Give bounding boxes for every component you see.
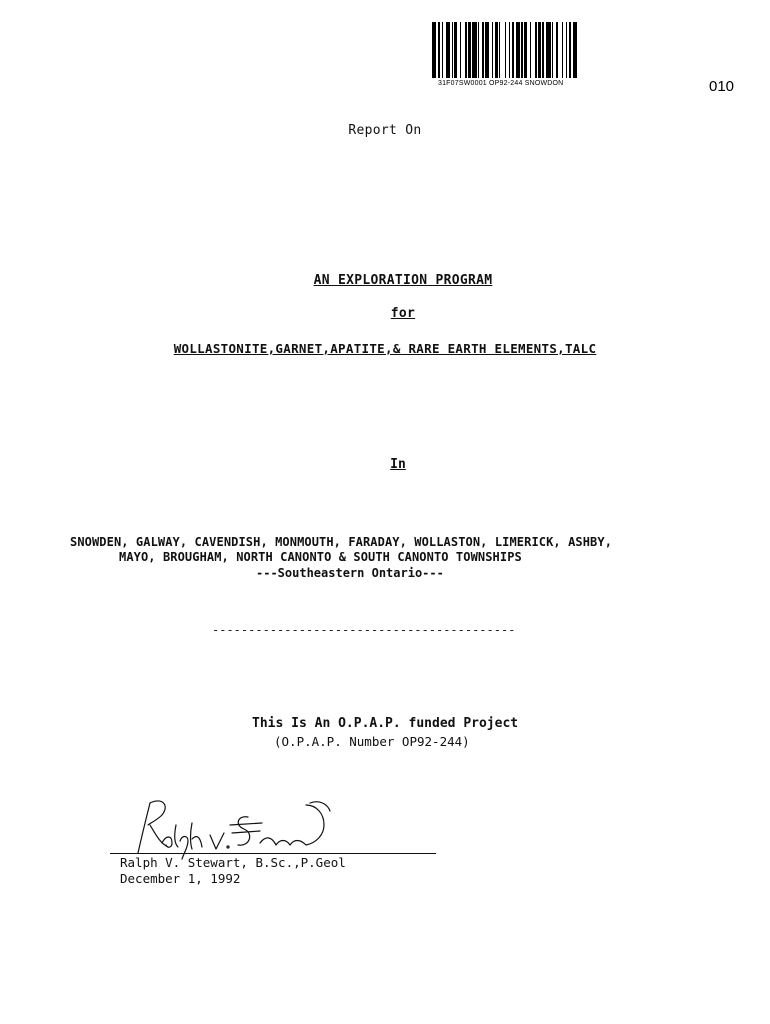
report-on-heading: Report On [348, 123, 422, 138]
title-minerals: WOLLASTONITE,GARNET,APATITE,& RARE EARTH ELEMENTS,TALC [173, 341, 597, 356]
author-name: Ralph V. Stewart, B.Sc.,P.Geol [120, 855, 346, 870]
barcode-caption: 31F07SW0001 OP92-244 SNOWDON [438, 80, 564, 87]
page-number: 010 [709, 78, 735, 95]
title-exploration-program: AN EXPLORATION PROGRAM [313, 273, 493, 288]
region-label: ---Southeastern Ontario--- [256, 566, 444, 580]
opap-number: (O.P.A.P. Number OP92-244) [274, 734, 470, 749]
barcode-gap [577, 22, 578, 78]
barcode [432, 22, 682, 78]
funding-statement: This Is An O.P.A.P. funded Project [252, 716, 519, 731]
signature-line [110, 853, 436, 854]
report-date: December 1, 1992 [120, 871, 241, 886]
dashed-divider: ------------------------------------------ [212, 623, 516, 637]
title-for: for [390, 306, 416, 321]
in-heading: In [390, 457, 406, 472]
townships-line-1: SNOWDEN, GALWAY, CAVENDISH, MONMOUTH, FARADAY, WOLLASTON, LIMERICK, ASHBY, [70, 535, 613, 549]
townships-line-2: MAYO, BROUGHAM, NORTH CANONTO & SOUTH CANONTO TOWNSHIPS [119, 550, 522, 564]
